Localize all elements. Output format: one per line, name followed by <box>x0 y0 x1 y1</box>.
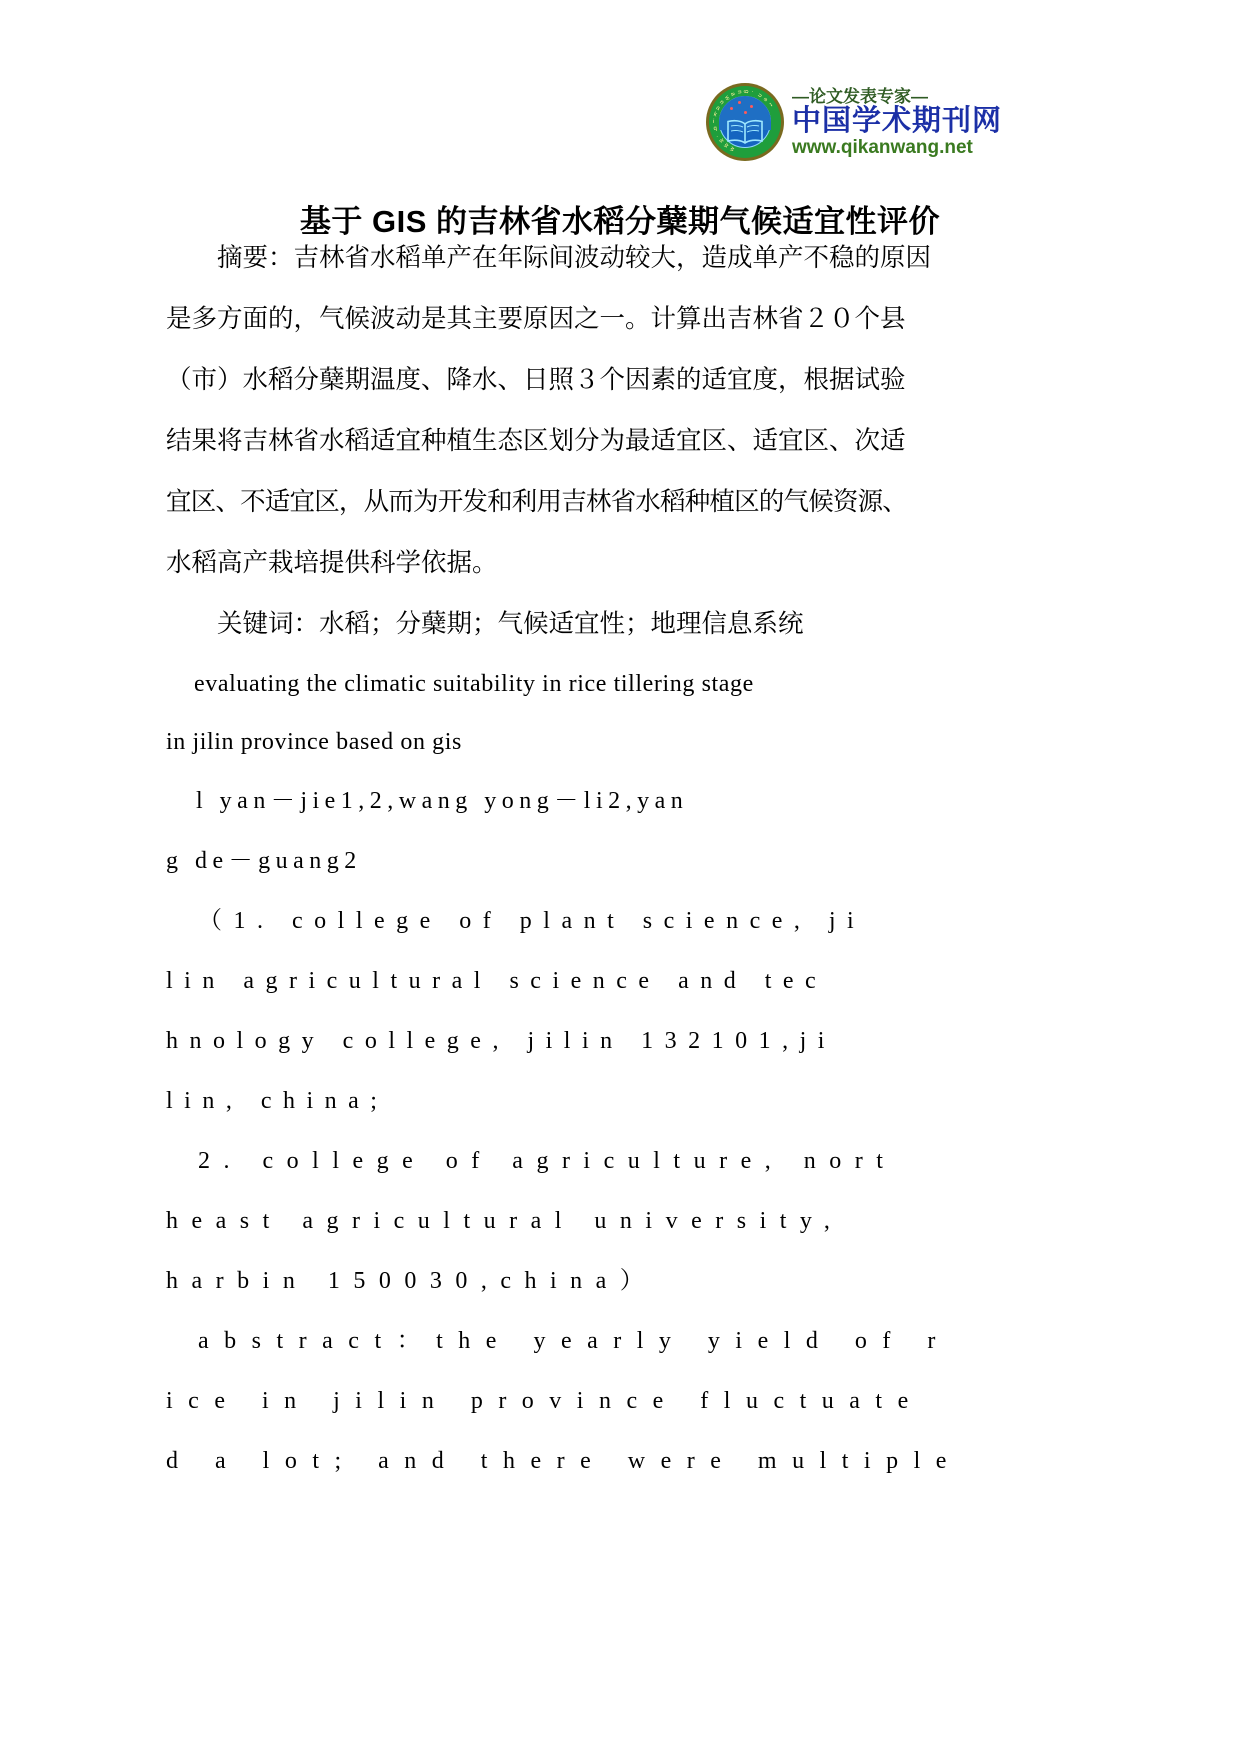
keywords-cn: 关键词：水稻；分蘖期；气候适宜性；地理信息系统 <box>217 609 804 639</box>
open-book-icon <box>726 119 764 145</box>
affiliation-line-4: lin, china; <box>166 1088 389 1114</box>
affiliation-line-5: 2. college of agriculture, nort <box>198 1148 897 1174</box>
affiliation-line-7: harbin 150030,china） <box>166 1268 658 1294</box>
page-title: 基于 GIS 的吉林省水稻分蘖期气候适宜性评价 <box>299 203 941 239</box>
abstract-cn-line-5: 宜区、不适宜区，从而为开发和利用吉林省水稻种植区的气候资源、 <box>166 487 908 517</box>
abstract-en-line-2: ice in jilin province fluctuate <box>166 1388 924 1414</box>
logo-tagline: —论文发表专家— <box>792 86 928 106</box>
document-body <box>166 228 962 1491</box>
title-en-line-1: evaluating the climatic suitability in rice tillering stage <box>194 671 754 697</box>
seal-arc-text: w w w . q i k a n w a n g . n e t <box>712 89 773 153</box>
affiliation-line-6: heast agricultural university, <box>166 1208 844 1234</box>
abstract-en-line-1: abstract：the yearly yield of r <box>198 1328 951 1354</box>
abstract-cn-line-6: 水稻高产栽培提供科学依据。 <box>166 548 498 578</box>
abstract-en-line-3: d a lot; and there were multiple <box>166 1448 962 1474</box>
abstract-cn-line-3: （市）水稻分蘖期温度、降水、日照３个因素的适宜度，根据试验 <box>166 365 906 395</box>
logo-site-name: 中国学术期刊网 <box>792 104 1003 137</box>
affiliation-line-2: lin agricultural science and tec <box>166 968 828 994</box>
journal-seal-icon <box>706 83 784 161</box>
authors-en-line-1: l yan－jie1,2,wang yong－li2,yan <box>196 788 689 814</box>
abstract-cn-line-4: 结果将吉林省水稻适宜种植生态区划分为最适宜区、适宜区、次适 <box>166 426 906 456</box>
abstract-cn-line-1: 摘要：吉林省水稻单产在年际间波动较大，造成单产不稳的原因 <box>217 243 932 273</box>
affiliation-line-1: （1. college of plant science, ji <box>198 908 866 934</box>
title-en-line-2: in jilin province based on gis <box>166 729 462 755</box>
authors-en-line-2: g de－guang2 <box>166 848 362 874</box>
logo-text-block <box>792 88 1002 157</box>
affiliation-line-3: hnology college, jilin 132101,ji <box>166 1028 836 1054</box>
abstract-cn-line-2: 是多方面的，气候波动是其主要原因之一。计算出吉林省２０个县 <box>166 304 906 334</box>
journal-site-logo <box>706 76 1003 168</box>
logo-site-url: www.qikanwang.net <box>792 136 973 158</box>
